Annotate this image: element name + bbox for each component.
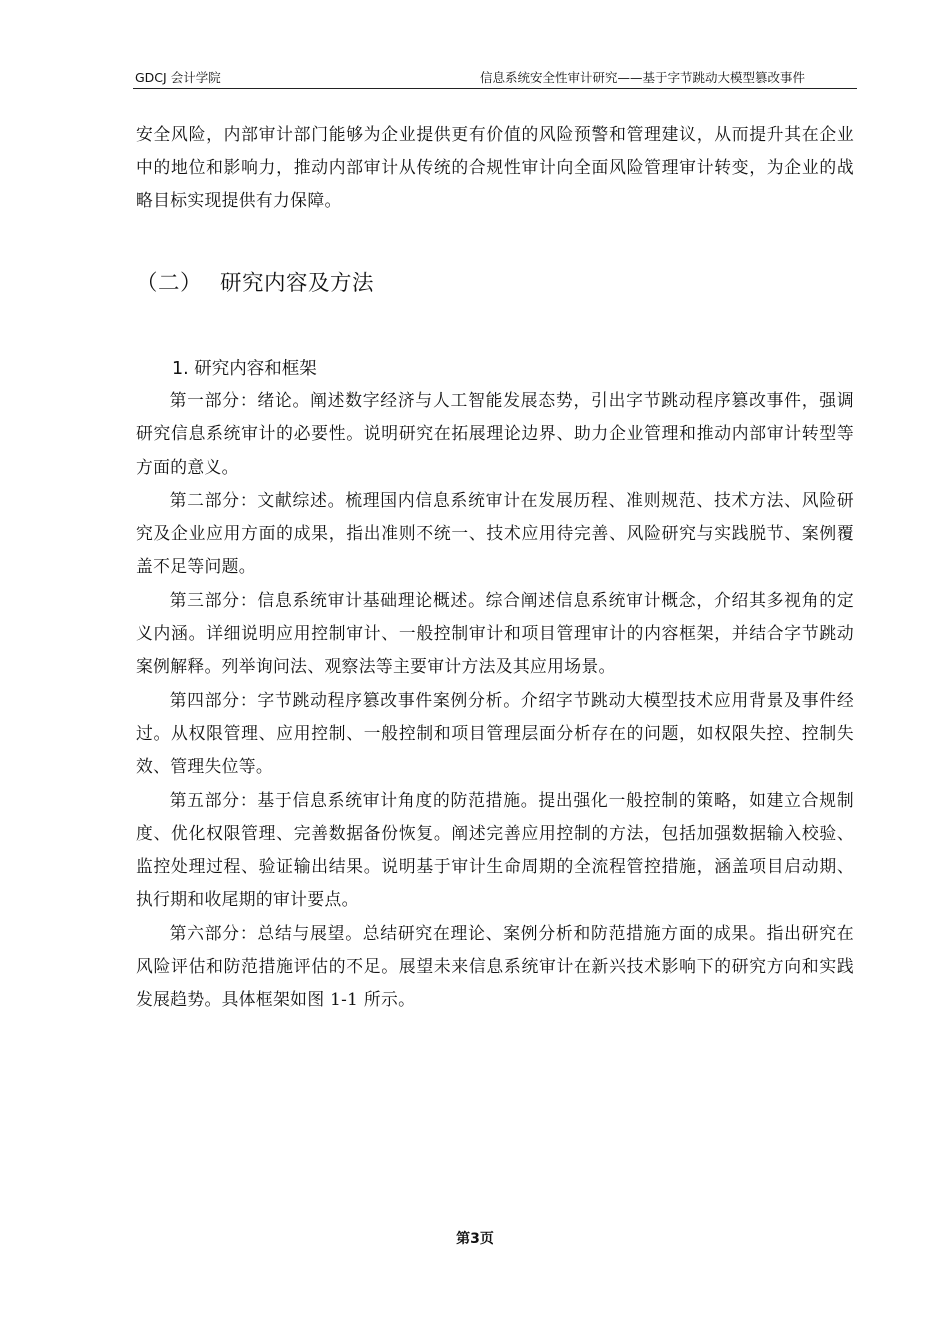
paragraph-part-6: 第六部分：总结与展望。总结研究在理论、案例分析和防范措施方面的成果。指出研究在风险评估和防范措施评估的不足。展望未来信息系统审计在新兴技术影响下的研究方向和实践发展趋势。具体框架如图 1-1 所示。: [136, 922, 854, 1010]
header-school: GDCJ 会计学院: [135, 70, 221, 85]
section-heading: [136, 266, 374, 297]
paragraph-part-5: 第五部分：基于信息系统审计角度的防范措施。提出强化一般控制的策略，如建立合规制度、优化权限管理、完善数据备份恢复。阐述完善应用控制的方法，包括加强数据输入校验、监控处理过程、验证输出结果。说明基于审计生命周期的全流程管控措施，涵盖项目启动期、执行期和收尾期的审计要点。: [136, 789, 854, 910]
paragraph-part-2: 第二部分：文献综述。梳理国内信息系统审计在发展历程、准则规范、技术方法、风险研究及企业应用方面的成果，指出准则不统一、技术应用待完善、风险研究与实践脱节、案例覆盖不足等问题。: [136, 489, 854, 577]
intro-block: [136, 118, 854, 217]
paragraph-part-4: 第四部分：字节跳动程序篡改事件案例分析。介绍字节跳动大模型技术应用背景及事件经过。从权限管理、应用控制、一般控制和项目管理层面分析存在的问题，如权限失控、控制失效、管理失位等。: [136, 689, 854, 777]
paragraph-part-1: 第一部分：绪论。阐述数字经济与人工智能发展态势，引出字节跳动程序篡改事件，强调研究信息系统审计的必要性。说明研究在拓展理论边界、助力企业管理和推动内部审计转型等方面的意义。: [136, 390, 854, 477]
section-title: 研究内容及方法: [220, 271, 375, 296]
page-number: 第3页: [456, 1231, 494, 1247]
intro-paragraph: 安全风险，内部审计部门能够为企业提供更有价值的风险预警和管理建议，从而提升其在企业中的地位和影响力，推动内部审计从传统的合规性审计向全面风险管理审计转变，为企业的战略目标实现提供有力保障。: [136, 124, 854, 210]
page-header: [133, 66, 857, 89]
subsection-heading: 1. 研究内容和框架: [172, 359, 317, 379]
body-text: [136, 384, 854, 1017]
section-number: （二）: [136, 271, 203, 296]
header-thesis-title: 信息系统安全性审计研究——基于字节跳动大模型篡改事件: [479, 70, 805, 85]
paragraph-part-3: 第三部分：信息系统审计基础理论概述。综合阐述信息系统审计概念，介绍其多视角的定义内涵。详细说明应用控制审计、一般控制审计和项目管理审计的内容框架，并结合字节跳动案例解释。列举询问法、观察法等主要审计方法及其应用场景。: [136, 589, 854, 677]
